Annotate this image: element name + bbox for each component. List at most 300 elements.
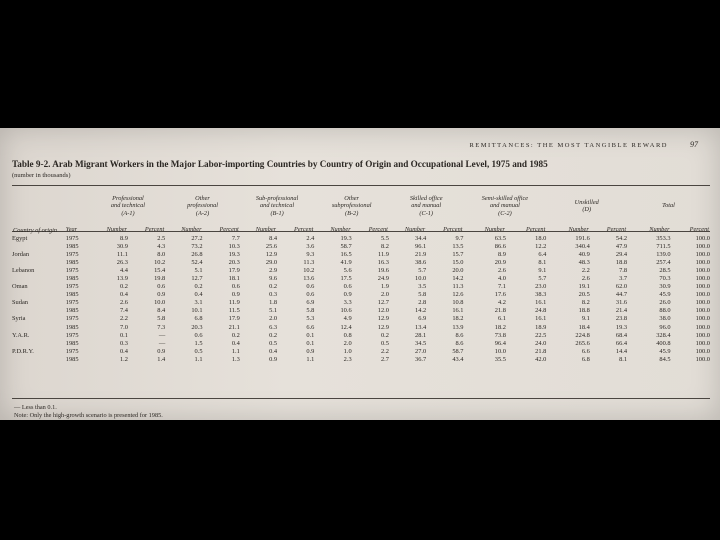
percent-cell: 12.2	[535, 243, 547, 251]
number-cell: 6.8	[194, 315, 203, 323]
number-cell: 29.0	[265, 259, 278, 267]
number-cell: 0.3	[269, 291, 278, 299]
number-cell: 10.6	[340, 307, 352, 315]
percent-cell: 9.7	[455, 235, 464, 242]
number-subheader: Number	[404, 225, 426, 233]
percent-cell: 24.8	[535, 307, 547, 315]
country-cell	[12, 243, 64, 251]
number-cell: 30.9	[116, 243, 128, 251]
number-cell: 10.0	[494, 347, 506, 355]
number-cell: 0.2	[269, 283, 278, 291]
percent-cell: 0.9	[157, 291, 166, 299]
percent-cell: 16.1	[535, 299, 547, 307]
percent-cell: 12.0	[377, 307, 389, 315]
table-body	[12, 235, 710, 364]
percent-cell: 19.3	[615, 323, 628, 331]
percent-cell: 100.0	[695, 323, 710, 331]
year-cell: 1985	[65, 259, 79, 267]
number-cell: 2.9	[269, 267, 278, 275]
number-cell: 84.5	[659, 355, 671, 363]
number-cell: 14.2	[415, 307, 427, 315]
percent-cell: 100.0	[695, 291, 710, 299]
percent-cell: 12.9	[377, 323, 389, 331]
percent-cell: 1.9	[380, 283, 389, 291]
percent-cell: 2.0	[380, 291, 389, 299]
percent-cell: 0.2	[380, 331, 389, 339]
number-cell: 41.9	[340, 259, 352, 267]
column-group-label: Professional	[112, 195, 144, 203]
percent-cell: 1.1	[306, 355, 315, 363]
number-cell: 2.6	[581, 275, 590, 283]
percent-cell: 100.0	[695, 339, 710, 347]
percent-cell: 10.3	[228, 243, 240, 251]
bottom-rule	[12, 398, 710, 399]
number-cell: 5.1	[269, 307, 278, 315]
percent-cell: 16.1	[452, 307, 464, 315]
number-cell: 40.9	[578, 251, 590, 259]
column-group-header	[627, 190, 710, 222]
percent-cell: 20.3	[228, 259, 240, 267]
percent-cell: 24.0	[535, 339, 547, 347]
number-cell: 13.9	[116, 275, 128, 283]
percent-subheader: Percent	[294, 225, 314, 233]
column-subheader-row	[12, 222, 710, 235]
number-cell: 86.6	[494, 243, 506, 251]
table-subtitle: (number in thousands)	[12, 172, 71, 179]
column-group-label: (D)	[582, 206, 592, 213]
year-cell: 1975	[65, 347, 79, 355]
percent-cell: 17.9	[228, 267, 240, 275]
number-cell: 20.3	[191, 323, 203, 331]
column-group-label: Semi-skilled office	[481, 195, 529, 203]
number-cell: 10.0	[415, 275, 427, 283]
table-row	[12, 332, 710, 340]
page-number: 97	[690, 140, 698, 149]
year-cell: 1975	[65, 315, 79, 323]
table-row	[12, 267, 710, 275]
percent-cell: 18.9	[535, 323, 547, 331]
country-cell	[12, 291, 64, 299]
column-group-label: and technical	[260, 202, 295, 210]
column-group-label: Sub-professional	[255, 195, 299, 203]
percent-cell: 11.5	[228, 307, 240, 315]
number-cell: 353.3	[656, 235, 671, 242]
column-group-label: (A-2)	[195, 209, 210, 217]
table-row	[12, 340, 710, 348]
percent-cell: 6.4	[538, 251, 547, 259]
percent-cell: 0.6	[231, 283, 240, 291]
column-group-label: (B-1)	[270, 209, 284, 217]
percent-cell: 8.6	[455, 331, 464, 339]
percent-cell: 19.3	[228, 251, 240, 259]
number-subheader: Number	[330, 225, 351, 233]
number-cell: 48.3	[578, 259, 590, 267]
percent-cell: 13.6	[303, 275, 315, 283]
dash-note: — Less than 0.1.	[14, 404, 57, 411]
number-cell: 27.2	[191, 235, 203, 242]
number-subheader: Number	[484, 225, 505, 233]
country-cell: Y.A.R.	[12, 331, 30, 339]
percent-cell: 3.7	[619, 275, 628, 283]
number-cell: 6.9	[418, 315, 427, 323]
percent-cell: 7.8	[619, 267, 628, 275]
number-cell: 38.0	[659, 315, 671, 323]
percent-cell: 21.1	[228, 323, 240, 331]
number-cell: 0.5	[269, 339, 278, 347]
number-cell: 21.9	[415, 251, 427, 259]
number-cell: 1.2	[119, 355, 128, 363]
column-group-label: Other	[195, 195, 210, 203]
number-cell: 2.2	[581, 267, 590, 275]
number-subheader: Number	[106, 225, 127, 233]
percent-cell: 8.6	[455, 339, 464, 347]
number-cell: 52.4	[191, 259, 203, 267]
number-cell: 265.6	[575, 339, 590, 347]
number-cell: 20.9	[494, 259, 506, 267]
number-cell: 0.9	[269, 355, 278, 363]
number-cell: 12.7	[191, 275, 203, 283]
percent-cell: 100.0	[695, 331, 710, 339]
percent-cell: 10.2	[154, 259, 166, 267]
percent-cell: 13.9	[452, 323, 464, 331]
number-cell: 3.1	[194, 299, 203, 307]
percent-cell: 7.7	[231, 235, 240, 242]
country-cell: Oman	[12, 283, 28, 291]
number-cell: 45.9	[659, 291, 671, 299]
table-row	[12, 251, 710, 259]
number-cell: 1.0	[343, 347, 352, 355]
table-row	[12, 283, 710, 291]
percent-cell: 21.4	[615, 307, 628, 315]
table-row	[12, 243, 710, 251]
percent-cell: 8.1	[538, 259, 547, 267]
number-cell: 400.8	[656, 339, 671, 347]
percent-cell: 3.6	[306, 243, 315, 251]
number-cell: 5.8	[418, 291, 427, 299]
percent-cell: 15.0	[452, 259, 464, 267]
percent-cell: 100.0	[695, 307, 710, 315]
percent-cell: 11.3	[303, 259, 315, 267]
year-cell: 1985	[65, 275, 79, 283]
column-group-header	[546, 190, 627, 222]
number-subheader: Number	[181, 225, 202, 233]
number-cell: 0.6	[343, 283, 352, 291]
table-row	[12, 291, 710, 299]
number-cell: 0.4	[194, 291, 203, 299]
column-group-header	[464, 190, 547, 222]
percent-cell: 0.9	[157, 347, 166, 355]
percent-cell: 17.9	[228, 315, 240, 323]
percent-cell: —	[158, 339, 166, 347]
number-cell: 711.5	[656, 243, 671, 251]
number-subheader: Number	[255, 225, 277, 233]
country-cell: Jordan	[12, 251, 30, 259]
percent-cell: 29.4	[615, 251, 628, 259]
percent-cell: 18.1	[228, 275, 240, 283]
number-cell: 18.2	[494, 323, 506, 331]
number-cell: 224.8	[575, 331, 590, 339]
country-cell	[12, 324, 64, 332]
number-cell: 3.5	[418, 283, 427, 291]
column-group-label: (A-1)	[121, 209, 135, 217]
percent-cell: 100.0	[695, 243, 710, 251]
number-cell: 340.4	[575, 243, 590, 251]
percent-subheader: Percent	[525, 225, 546, 233]
percent-cell: 100.0	[695, 235, 710, 242]
percent-cell: 15.4	[154, 267, 166, 275]
column-group-label: (B-2)	[345, 209, 359, 217]
number-cell: 4.2	[497, 299, 506, 307]
percent-cell: 18.0	[535, 235, 547, 242]
table-row	[12, 324, 710, 332]
number-cell: 2.0	[343, 339, 352, 347]
year-cell: 1985	[65, 323, 79, 331]
number-cell: 18.4	[578, 323, 590, 331]
percent-cell: 43.4	[452, 355, 464, 363]
number-cell: 28.5	[659, 267, 671, 275]
percent-cell: 100.0	[695, 283, 710, 291]
column-group-header	[165, 190, 240, 222]
percent-subheader: Percent	[368, 225, 388, 233]
number-cell: 30.9	[659, 283, 671, 291]
number-cell: 5.7	[418, 267, 427, 275]
number-cell: 1.8	[269, 299, 278, 307]
number-cell: 45.9	[659, 347, 671, 355]
number-cell: 6.3	[269, 323, 278, 331]
percent-cell: 0.5	[380, 339, 389, 347]
percent-cell: 8.2	[380, 243, 389, 251]
number-cell: 25.6	[265, 243, 278, 251]
number-cell: 1.1	[194, 355, 203, 363]
number-cell: 8.9	[497, 251, 506, 259]
number-cell: 8.4	[269, 235, 278, 242]
number-cell: 96.1	[415, 243, 427, 251]
number-cell: 96.0	[659, 323, 671, 331]
percent-cell: 8.4	[157, 307, 166, 315]
running-head: REMITTANCES: THE MOST TANGIBLE REWARD	[469, 142, 668, 149]
column-group-label: (C-1)	[419, 209, 434, 217]
migrant-workers-table	[12, 190, 710, 364]
percent-subheader: Percent	[689, 225, 709, 233]
percent-cell: 14.4	[615, 347, 628, 355]
number-cell: 70.3	[659, 275, 671, 283]
percent-cell: 5.3	[306, 315, 315, 323]
percent-cell: 1.1	[231, 347, 240, 355]
percent-cell: 47.9	[615, 243, 628, 251]
percent-cell: 68.4	[615, 331, 628, 339]
number-cell: 26.0	[659, 299, 671, 307]
percent-cell: 11.9	[228, 299, 240, 307]
year-cell: 1985	[65, 291, 79, 299]
number-cell: 0.2	[119, 283, 128, 291]
number-cell: 20.5	[578, 291, 590, 299]
percent-cell: 12.6	[452, 291, 464, 299]
number-cell: 0.4	[269, 347, 278, 355]
number-cell: 6.1	[497, 315, 506, 323]
percent-cell: 0.6	[157, 283, 166, 291]
country-cell	[12, 340, 64, 348]
number-cell: 36.7	[415, 355, 427, 363]
number-cell: 19.1	[578, 283, 590, 291]
country-header: Country of origin	[13, 227, 58, 234]
percent-cell: 100.0	[695, 251, 710, 259]
number-cell: 5.1	[194, 267, 203, 275]
number-cell: 5.6	[343, 267, 352, 275]
percent-cell: 23.8	[615, 315, 628, 323]
number-cell: 139.0	[656, 251, 671, 259]
percent-cell: 0.1	[306, 331, 315, 339]
number-subheader: Number	[568, 225, 589, 233]
year-cell: 1985	[65, 243, 79, 251]
number-cell: 2.0	[269, 315, 278, 323]
number-cell: 1.5	[194, 339, 203, 347]
column-group-label: subprofessional	[331, 202, 372, 210]
percent-cell: 18.2	[452, 315, 464, 323]
number-cell: 2.3	[343, 355, 352, 363]
top-rule	[12, 185, 710, 186]
column-group-header	[314, 190, 389, 222]
percent-cell: 12.9	[377, 315, 389, 323]
number-cell: 7.0	[119, 323, 128, 331]
percent-cell: 2.5	[157, 235, 166, 242]
percent-cell: 0.1	[306, 339, 315, 347]
percent-cell: 8.1	[619, 355, 628, 363]
number-cell: 6.8	[581, 355, 590, 363]
number-cell: 73.8	[494, 331, 506, 339]
percent-cell: 31.6	[615, 299, 628, 307]
percent-cell: 0.6	[306, 283, 315, 291]
percent-cell: 42.0	[535, 355, 547, 363]
number-cell: 12.9	[265, 251, 278, 259]
percent-cell: 19.6	[377, 267, 389, 275]
percent-cell: 5.8	[157, 315, 166, 323]
column-group-header-row	[12, 190, 710, 222]
percent-cell: 6.9	[306, 299, 315, 307]
year-cell: 1975	[65, 331, 79, 339]
percent-cell: 11.3	[452, 283, 464, 291]
number-cell: 16.5	[340, 251, 352, 259]
number-cell: 0.2	[194, 283, 203, 291]
percent-cell: 0.6	[306, 291, 315, 299]
percent-cell: 66.4	[615, 339, 628, 347]
percent-cell: 100.0	[695, 347, 710, 355]
percent-cell: 24.9	[377, 275, 389, 283]
number-cell: 6.6	[581, 347, 590, 355]
column-group-label: Other	[344, 195, 359, 203]
percent-cell: 12.7	[377, 299, 389, 307]
percent-cell: 2.4	[306, 235, 315, 242]
country-cell: Syria	[12, 315, 26, 323]
number-cell: 2.6	[497, 267, 506, 275]
year-cell: 1985	[65, 339, 79, 347]
percent-subheader: Percent	[219, 225, 239, 233]
table-notes	[14, 404, 163, 420]
percent-cell: 5.5	[380, 235, 389, 242]
year-cell: 1975	[65, 267, 79, 275]
number-cell: 0.6	[194, 331, 203, 339]
column-group-label: (C-2)	[498, 209, 512, 217]
number-cell: 10.1	[191, 307, 203, 315]
percent-cell: 100.0	[695, 355, 710, 363]
year-cell: 1985	[65, 355, 79, 363]
number-cell: 88.0	[659, 307, 671, 315]
percent-cell: 10.8	[452, 299, 464, 307]
percent-subheader: Percent	[606, 225, 627, 233]
number-cell: 7.1	[497, 283, 506, 291]
percent-cell: 11.9	[377, 251, 389, 259]
percent-cell: 100.0	[695, 267, 710, 275]
number-cell: 0.5	[194, 347, 203, 355]
column-group-header	[389, 190, 464, 222]
percent-cell: 0.4	[231, 339, 240, 347]
number-cell: 0.4	[119, 347, 128, 355]
percent-cell: 18.8	[615, 259, 628, 267]
percent-cell: 44.7	[615, 291, 628, 299]
number-cell: 73.2	[191, 243, 203, 251]
number-cell: 0.1	[119, 331, 128, 339]
number-cell: 257.4	[656, 259, 671, 267]
number-cell: 34.5	[415, 339, 427, 347]
year-header: Year	[65, 225, 78, 233]
percent-cell: 2.7	[380, 355, 389, 363]
percent-cell: 5.8	[306, 307, 315, 315]
number-cell: 13.4	[415, 323, 427, 331]
percent-cell: 100.0	[695, 275, 710, 283]
percent-cell: 21.8	[535, 347, 547, 355]
table-row	[12, 299, 710, 307]
number-cell: 8.2	[581, 299, 590, 307]
column-group-header	[91, 190, 166, 222]
number-cell: 28.1	[415, 331, 427, 339]
percent-cell: 0.9	[306, 347, 315, 355]
country-cell: Sudan	[12, 299, 28, 307]
number-cell: 18.8	[578, 307, 590, 315]
percent-cell: 9.3	[306, 251, 315, 259]
number-cell: 96.4	[494, 339, 506, 347]
table-row	[12, 307, 710, 315]
column-group-label: and manual	[489, 202, 520, 210]
percent-cell: 15.7	[452, 251, 464, 259]
percent-cell: 13.5	[452, 243, 464, 251]
number-cell: 9.6	[269, 275, 278, 283]
percent-cell: 5.7	[538, 275, 547, 283]
column-group-label: and manual	[411, 202, 442, 210]
number-cell: 328.4	[656, 331, 671, 339]
percent-subheader: Percent	[144, 225, 165, 233]
number-cell: 34.4	[415, 235, 427, 242]
number-cell: 17.6	[494, 291, 506, 299]
number-subheader: Number	[649, 225, 670, 233]
percent-cell: 16.3	[377, 259, 389, 267]
country-cell	[12, 275, 64, 283]
percent-subheader: Percent	[443, 225, 463, 233]
number-cell: 38.6	[415, 259, 427, 267]
number-cell: 63.5	[494, 235, 506, 242]
country-cell	[12, 307, 64, 315]
percent-cell: 14.2	[452, 275, 464, 283]
scenario-note: Note: Only the high-growth scenario is presented for 1985.	[14, 412, 163, 419]
year-cell: 1985	[65, 307, 79, 315]
country-cell: Lebanon	[12, 267, 35, 275]
year-cell: 1975	[65, 251, 79, 259]
percent-cell: 16.1	[535, 315, 547, 323]
percent-cell: 1.3	[231, 355, 240, 363]
number-cell: 0.2	[269, 331, 278, 339]
number-cell: 2.2	[119, 315, 128, 323]
table-row	[12, 348, 710, 356]
column-group-label: and technical	[110, 202, 146, 210]
percent-cell: 10.2	[303, 267, 315, 275]
